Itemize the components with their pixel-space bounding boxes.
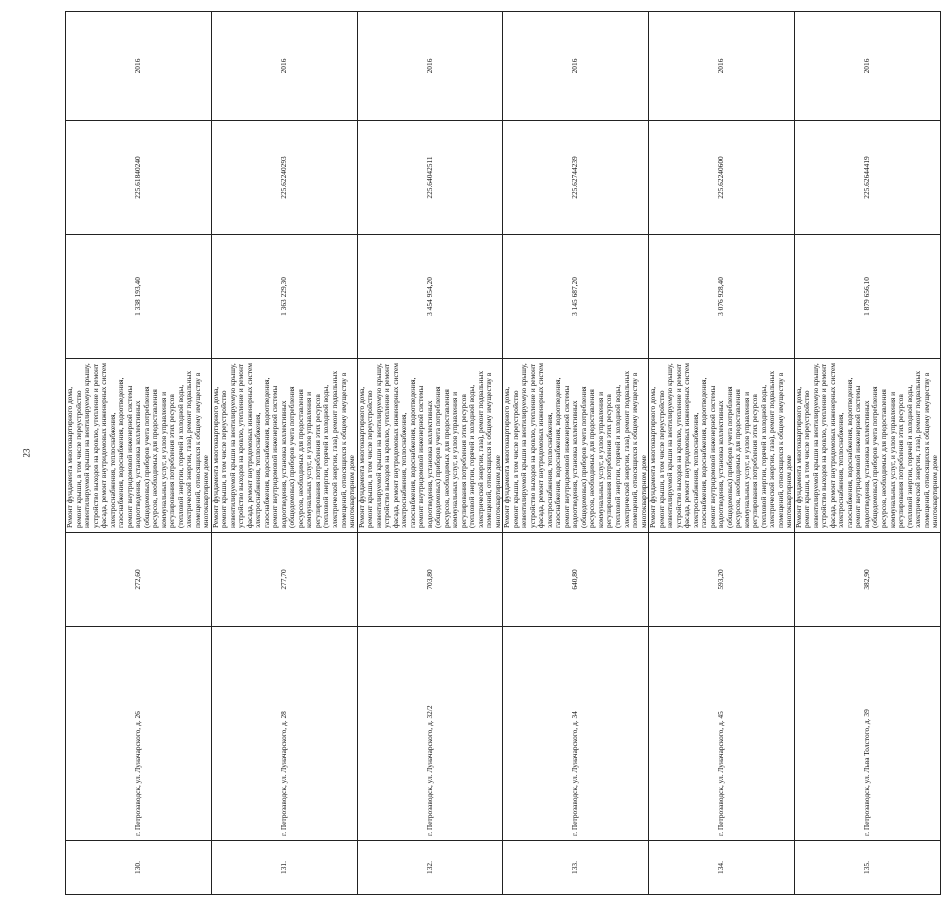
row-area: 277,70	[211, 533, 357, 627]
row-area: 640,80	[503, 533, 649, 627]
row-works: Ремонт фундамента многоквартирного дома, ремонт крыши, в том числе переустройство невентилируемой крыши на вентилируемую крышу, устройство выходов на кровлю, утепление и ремонт фасада, ремонт внутридомовых инженерных систем электроснабжения, теплоснабжения, газоснабжения, водоснабжения, водоотведения, ремонт внутридомовой инженерной системы водоотведения, установка коллективных (общедомовых) приборов учета потребления ресурсов, необходимых для предоставления коммунальных услуг, и узлов управления и регулирования потребления этих ресурсов (тепловой энергии, горячей и холодной воды, электрической энергии, газа), ремонт подвальных помещений, относящихся к общему имуществу в многоквартирном доме	[211, 359, 357, 533]
row-address: г. Петрозаводск, ул. Луначарского, д. 34	[503, 627, 649, 841]
row-works: Ремонт фундамента многоквартирного дома, ремонт крыши, в том числе переустройство невентилируемой крыши на вентилируемую крышу, устройство выходов на кровлю, утепление и ремонт фасада, ремонт внутридомовых инженерных систем электроснабжения, теплоснабжения, газоснабжения, водоснабжения, водоотведения, ремонт внутридомовой инженерной системы водоотведения, установка коллективных (общедомовых) приборов учета потребления ресурсов, необходимых для предоставления коммунальных услуг, и узлов управления и регулирования потребления этих ресурсов (тепловой энергии, горячей и холодной воды, электрической энергии, газа), ремонт подвальных помещений, относящихся к общему имуществу в многоквартирном доме	[66, 359, 212, 533]
row-address: г. Петрозаводск, ул. Луначарского, д. 26	[66, 627, 212, 841]
row-code: 225.62644419	[794, 121, 940, 235]
row-cost: 1 879 656,10	[794, 235, 940, 359]
row-address: г. Петрозаводск, ул. Луначарского, д. 32/2	[357, 627, 503, 841]
row-year: 2016	[503, 12, 649, 121]
row-works: Ремонт фундамента многоквартирного дома, ремонт крыши, в том числе переустройство невентилируемой крыши на вентилируемую крышу, устройство выходов на кровлю, утепление и ремонт фасада, ремонт внутридомовых инженерных систем электроснабжения, теплоснабжения, газоснабжения, водоснабжения, водоотведения, ремонт внутридомовой инженерной системы водоотведения, установка коллективных (общедомовых) приборов учета потребления ресурсов, необходимых для предоставления коммунальных услуг, и узлов управления и регулирования потребления этих ресурсов (тепловой энергии, горячей и холодной воды, электрической энергии, газа), ремонт подвальных помещений, относящихся к общему имуществу в многоквартирном доме	[357, 359, 503, 533]
table-container	[65, 58, 940, 895]
table-row	[503, 12, 649, 895]
row-code: 225.62240293	[211, 121, 357, 235]
page-number: 23	[21, 448, 32, 458]
row-number: 130.	[66, 841, 212, 895]
row-area: 593,20	[649, 533, 795, 627]
table-row	[649, 12, 795, 895]
row-code: 225.61840240	[66, 121, 212, 235]
row-works: Ремонт фундамента многоквартирного дома, ремонт крыши, в том числе переустройство невентилируемой крыши на вентилируемую крышу, устройство выходов на кровлю, утепление и ремонт фасада, ремонт внутридомовых инженерных систем электроснабжения, теплоснабжения, газоснабжения, водоснабжения, водоотведения, ремонт внутридомовой инженерной системы водоотведения, установка коллективных (общедомовых) приборов учета потребления ресурсов, необходимых для предоставления коммунальных услуг, и узлов управления и регулирования потребления этих ресурсов (тепловой энергии, горячей и холодной воды, электрической энергии, газа), ремонт подвальных помещений, относящихся к общему имуществу в многоквартирном доме	[503, 359, 649, 533]
row-number: 132.	[357, 841, 503, 895]
row-year: 2016	[357, 12, 503, 121]
table-row	[794, 12, 940, 895]
table-row	[66, 12, 212, 895]
row-cost: 3 454 954,20	[357, 235, 503, 359]
row-address: г. Петрозаводск, ул. Льва Толстого, д. 39	[794, 627, 940, 841]
table-row	[357, 12, 503, 895]
row-number: 133.	[503, 841, 649, 895]
row-year: 2016	[649, 12, 795, 121]
row-works: Ремонт фундамента многоквартирного дома, ремонт крыши, в том числе переустройство невентилируемой крыши на вентилируемую крышу, устройство выходов на кровлю, утепление и ремонт фасада, ремонт внутридомовых инженерных систем электроснабжения, теплоснабжения, газоснабжения, водоснабжения, водоотведения, ремонт внутридомовой инженерной системы водоотведения, установка коллективных (общедомовых) приборов учета потребления ресурсов, необходимых для предоставления коммунальных услуг, и узлов управления и регулирования потребления этих ресурсов (тепловой энергии, горячей и холодной воды, электрической энергии, газа), ремонт подвальных помещений, относящихся к общему имуществу в многоквартирном доме	[649, 359, 795, 533]
row-number: 134.	[649, 841, 795, 895]
row-code: 225.62744239	[503, 121, 649, 235]
row-address: г. Петрозаводск, ул. Луначарского, д. 45	[649, 627, 795, 841]
row-cost: 1 363 229,30	[211, 235, 357, 359]
row-area: 382,90	[794, 533, 940, 627]
row-area: 272,60	[66, 533, 212, 627]
row-year: 2016	[211, 12, 357, 121]
row-year: 2016	[66, 12, 212, 121]
row-area: 703,80	[357, 533, 503, 627]
records-table	[65, 11, 941, 895]
row-cost: 3 145 687,20	[503, 235, 649, 359]
row-code: 225.64042511	[357, 121, 503, 235]
table-row	[211, 12, 357, 895]
row-code: 225.62240600	[649, 121, 795, 235]
row-year: 2016	[794, 12, 940, 121]
row-address: г. Петрозаводск, ул. Луначарского, д. 28	[211, 627, 357, 841]
row-cost: 1 338 193,40	[66, 235, 212, 359]
row-cost: 3 076 928,40	[649, 235, 795, 359]
row-works: Ремонт фундамента многоквартирного дома, ремонт крыши, в том числе переустройство невентилируемой крыши на вентилируемую крышу, устройство выходов на кровлю, утепление и ремонт фасада, ремонт внутридомовых инженерных систем электроснабжения, теплоснабжения, газоснабжения, водоснабжения, водоотведения, ремонт внутридомовой инженерной системы водоотведения, установка коллективных (общедомовых) приборов учета потребления ресурсов, необходимых для предоставления коммунальных услуг, и узлов управления и регулирования потребления этих ресурсов (тепловой энергии, горячей и холодной воды, электрической энергии, газа), ремонт подвальных помещений, относящихся к общему имуществу в многоквартирном доме	[794, 359, 940, 533]
row-number: 131.	[211, 841, 357, 895]
row-number: 135.	[794, 841, 940, 895]
